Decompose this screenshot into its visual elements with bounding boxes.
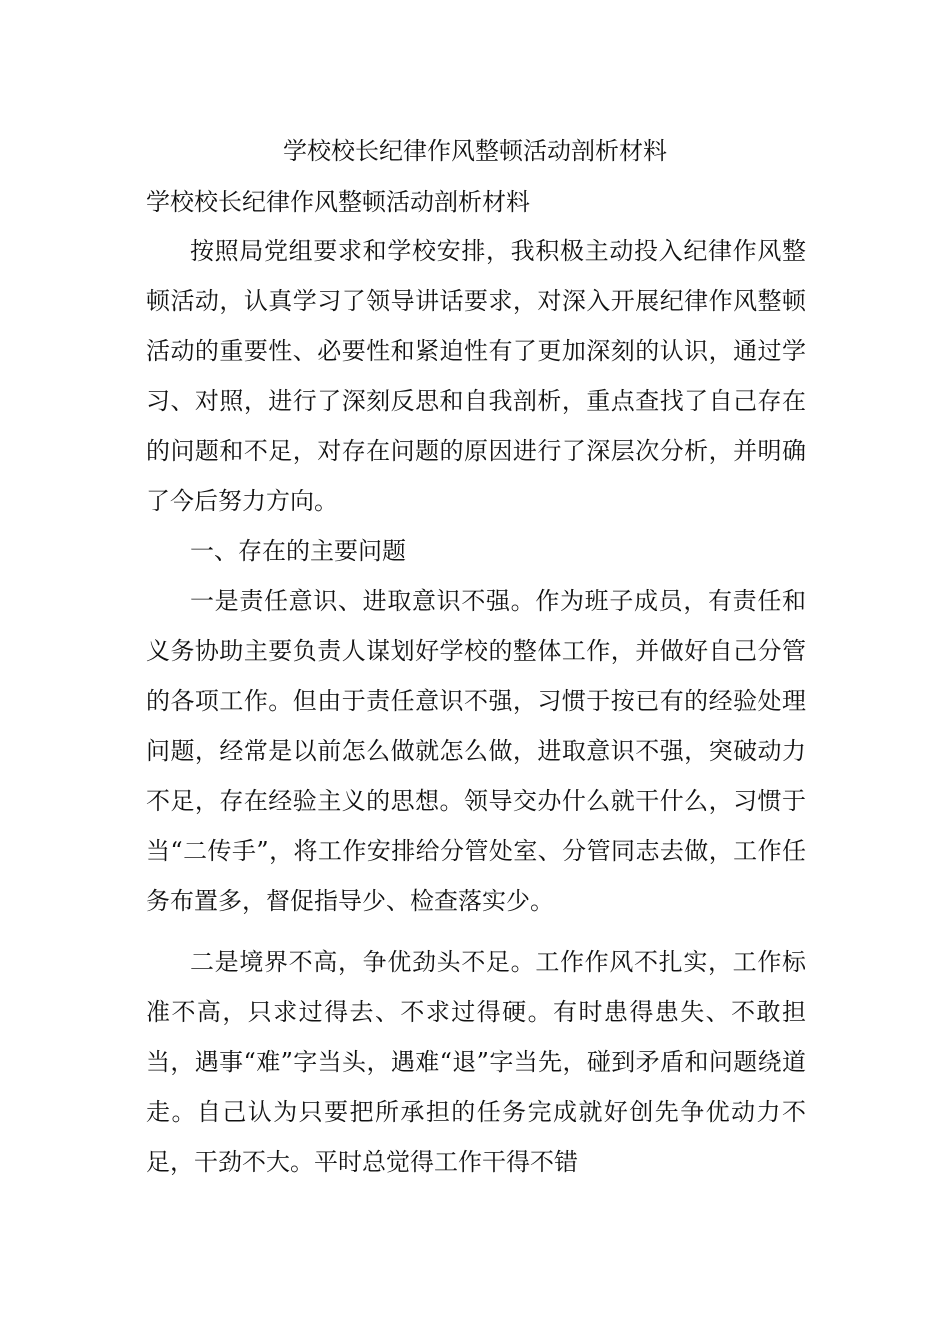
section-heading-main-problems: 一、存在的主要问题 bbox=[190, 537, 406, 565]
document-body bbox=[146, 226, 806, 1187]
paragraph-problem-two: 二是境界不高，争优劲头不足。工作作风不扎实，工作标准不高，只求过得去、不求过得硬。有时患得患失、不敢担当，遇事“难”字当头，遇难“退”字当先，碰到矛盾和问题绕道走。自己认为只要把所承担的任务完成就好创先争优动力不足，干劲不大。平时总觉得工作干得不错 bbox=[146, 948, 806, 1176]
paragraph-problem-one: 一是责任意识、进取意识不强。作为班子成员，有责任和义务协助主要负责人谋划好学校的整体工作，并做好自己分管的各项工作。但由于责任意识不强，习惯于按已有的经验处理问题，经常是以前怎么做就怎么做，进取意识不强，突破动力不足，存在经验主义的思想。领导交办什么就干什么，习惯于当“二传手”，将工作安排给分管处室、分管同志去做，工作任务布置多，督促指导少、检查落实少。 bbox=[146, 587, 806, 915]
paragraph-intro: 按照局党组要求和学校安排，我积极主动投入纪律作风整顿活动，认真学习了领导讲话要求，对深入开展纪律作风整顿活动的重要性、必要性和紧迫性有了更加深刻的认识，通过学习、对照，进行了深刻反思和自我剖析，重点查找了自己存在的问题和不足，对存在问题的原因进行了深层次分析，并明确了今后努力方向。 bbox=[146, 237, 806, 515]
document-subtitle: 学校校长纪律作风整顿活动剖析材料 bbox=[146, 188, 530, 216]
document-title: 学校校长纪律作风整顿活动剖析材料 bbox=[283, 137, 667, 165]
